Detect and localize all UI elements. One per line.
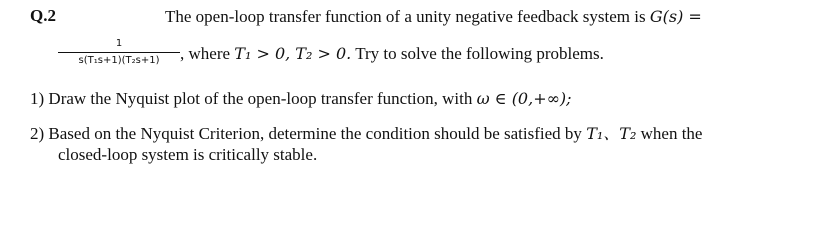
fraction-denominator: s(T₁s+1)(T₂s+1) bbox=[78, 55, 160, 66]
question-number: Q.2 bbox=[30, 6, 56, 25]
instruction-text: Try to solve the following problems. bbox=[355, 44, 604, 63]
task-1-text: 1) Draw the Nyquist plot of the open-loop transfer function, with bbox=[30, 89, 473, 108]
fraction-numerator: 1 bbox=[115, 38, 123, 49]
task-2-tail: when the bbox=[640, 124, 703, 143]
transfer-function-fraction bbox=[58, 38, 180, 68]
time-constant-condition: T₁ > 0, T₂ > 0. bbox=[234, 44, 352, 63]
time-constants: T₁、T₂ bbox=[586, 124, 637, 143]
where-text: , where bbox=[180, 44, 231, 63]
task-item-1 bbox=[30, 89, 572, 109]
task-item-2 bbox=[30, 121, 702, 144]
problem-condition-line bbox=[180, 44, 604, 64]
problem-intro-line bbox=[165, 7, 702, 27]
intro-text: The open-loop transfer function of a unity negative feedback system is bbox=[165, 7, 646, 26]
frequency-range: ω ∈ (0,+∞); bbox=[476, 89, 572, 108]
task-2-text: 2) Based on the Nyquist Criterion, determine the condition should be satisfied by bbox=[30, 124, 582, 143]
transfer-function-symbol: G(s) = bbox=[649, 7, 702, 26]
task-item-2-continuation: closed-loop system is critically stable. bbox=[58, 145, 318, 164]
